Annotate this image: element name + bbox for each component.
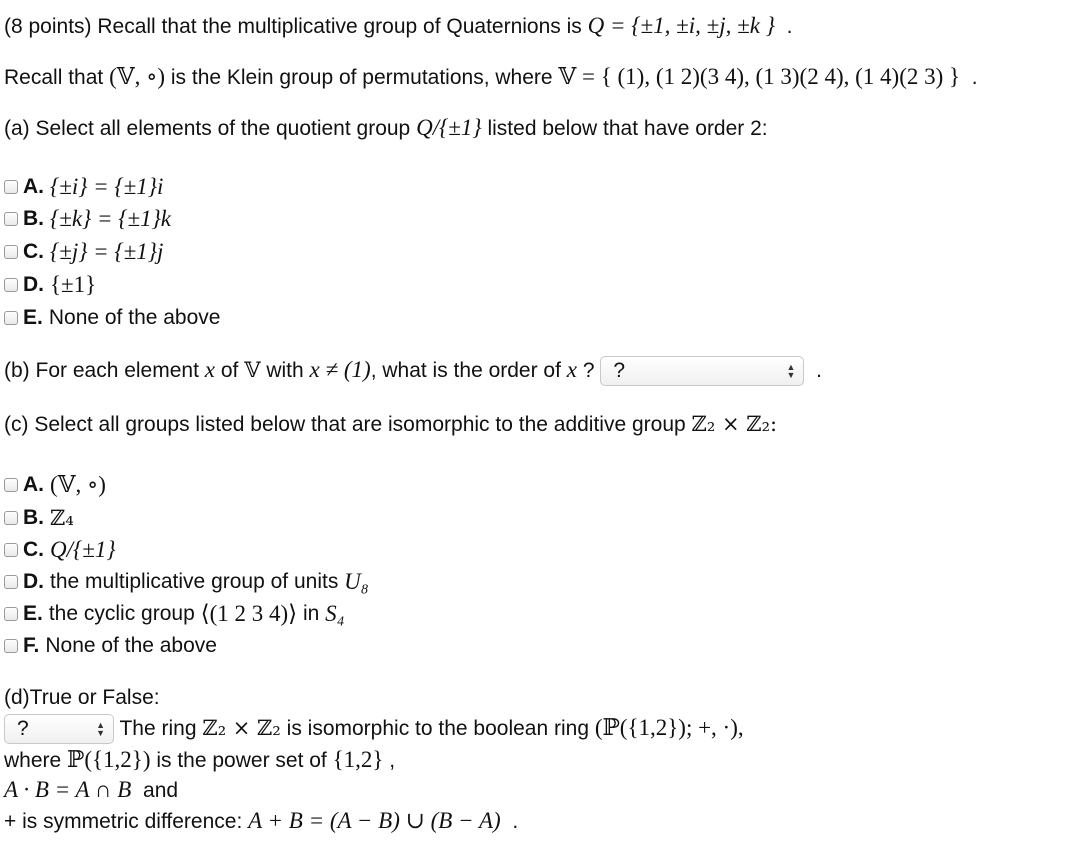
option-tail: in: [302, 602, 320, 625]
up-down-arrows-icon: ▲ ▼: [96, 720, 105, 739]
option-text: {±1}: [50, 272, 97, 297]
part-c-option-d[interactable]: [4, 567, 369, 597]
part-a-option-c[interactable]: [4, 237, 163, 267]
checkbox[interactable]: [4, 245, 18, 259]
option-letter: B.: [23, 506, 44, 529]
klein-group: (𝕍, ∘): [109, 64, 166, 89]
part-c-question: [4, 410, 777, 439]
option-text: {±i} = {±1}i: [50, 174, 164, 199]
option-letter: A.: [23, 473, 44, 496]
order-select[interactable]: [600, 356, 804, 386]
option-text: (𝕍, ∘): [50, 472, 106, 497]
option-text: {±j} = {±1}j: [50, 239, 164, 264]
part-c-option-f[interactable]: [4, 631, 217, 661]
power-set: ℙ({1,2}): [67, 747, 151, 772]
checkbox[interactable]: [4, 180, 18, 194]
option-letter: A.: [23, 175, 44, 198]
part-a-option-d[interactable]: [4, 270, 96, 300]
part-c-option-b[interactable]: [4, 503, 74, 533]
part-d-title: (d)True or False:: [4, 686, 160, 709]
part-a-question: [4, 114, 768, 143]
select-value: ?: [17, 717, 29, 741]
ring-z2xz2: ℤ₂ × ℤ₂: [202, 716, 281, 740]
var-x: x: [566, 357, 578, 382]
comma: ,: [389, 749, 396, 772]
option-letter: C.: [23, 538, 44, 561]
option-math: ⟨(1 2 3 4)⟩: [200, 601, 298, 626]
option-letter: D.: [23, 273, 44, 296]
option-text: None of the above: [45, 634, 217, 657]
mult-definition: A · B = A ∩ B: [4, 777, 132, 802]
true-false-select[interactable]: [4, 714, 114, 744]
checkbox[interactable]: [4, 311, 18, 325]
option-text: ℤ₄: [50, 506, 74, 530]
part-b-prefix: (b) For each element: [4, 359, 199, 382]
option-tail-math: S₄: [325, 601, 345, 626]
set-12: {1,2}: [332, 747, 384, 772]
period: .: [512, 810, 519, 833]
boolean-ring: (ℙ({1,2}); +, ·),: [594, 715, 744, 740]
klein-statement: Recall that (𝕍, ∘) is the Klein group of permutations, where 𝕍 = { (1), (1 2)(3 4), (1 3)(2 4), (1 4)(2 3) } .: [4, 64, 978, 89]
part-a-suffix: listed below that have order 2:: [487, 117, 768, 140]
checkbox[interactable]: [4, 543, 18, 557]
part-c-option-c[interactable]: [4, 535, 116, 565]
option-text: None of the above: [48, 306, 221, 329]
option-math: U₈: [344, 569, 369, 594]
option-letter: E.: [23, 306, 43, 329]
part-a-option-a[interactable]: [4, 172, 163, 202]
var-x: x: [204, 357, 215, 382]
part-a-prefix: (a) Select all elements of the quotient group: [4, 117, 411, 140]
part-a-quotient: Q/{±1}: [416, 115, 482, 140]
option-letter: F.: [23, 634, 40, 657]
part-d-sym: [4, 807, 518, 836]
part-a-option-e[interactable]: [4, 303, 220, 333]
klein-symbol: 𝕍: [244, 358, 261, 382]
and-label: and: [143, 779, 179, 802]
part-b-condition: x ≠ (1): [309, 357, 371, 382]
part-d-statement: [4, 712, 744, 745]
part-c-group: ℤ₂ × ℤ₂:: [691, 412, 778, 436]
quaternion-definition: Q = {±1, ±i, ±j, ±k }: [587, 13, 775, 38]
part-d-mult: [4, 776, 178, 805]
part-c-option-a[interactable]: [4, 470, 106, 500]
option-letter: E.: [23, 602, 43, 625]
klein-middle: is the Klein group of permutations, where: [170, 66, 553, 89]
sym-diff-definition: A + B = (A − B) ∪ (B − A): [248, 808, 501, 833]
question-mark: ?: [582, 359, 595, 382]
checkbox[interactable]: [4, 478, 18, 492]
option-text: the cyclic group: [48, 602, 195, 625]
option-letter: B.: [23, 207, 44, 230]
klein-set: 𝕍 = { (1), (1 2)(3 4), (1 3)(2 4), (1 4)(2 3) }: [558, 64, 961, 89]
part-b-question: (b) For each element x of 𝕍 with x ≠ (1), what is the order of x ? ? ▲ ▼ .: [4, 354, 822, 387]
part-b-with: with: [266, 359, 304, 382]
problem-statement: (8 points) Recall that the multiplicative group of Quaternions is Q = {±1, ±i, ±j, ±k } .: [4, 13, 793, 38]
checkbox[interactable]: [4, 511, 18, 525]
statement-prefix: The ring: [119, 717, 197, 740]
part-b-what: , what is the order of: [370, 359, 561, 382]
points-label: (8 points) Recall that the multiplicative group of Quaternions is: [4, 15, 582, 38]
checkbox[interactable]: [4, 575, 18, 589]
where-label: where: [4, 749, 62, 772]
klein-prefix: Recall that: [4, 66, 104, 89]
part-c-option-e[interactable]: [4, 599, 345, 629]
part-d-where: [4, 746, 395, 775]
statement-middle: is isomorphic to the boolean ring: [286, 717, 589, 740]
option-text: Q/{±1}: [50, 537, 116, 562]
option-text: the multiplicative group of units: [50, 570, 339, 593]
checkbox[interactable]: [4, 607, 18, 621]
part-a-option-b[interactable]: [4, 204, 171, 234]
checkbox[interactable]: [4, 212, 18, 226]
checkbox[interactable]: [4, 278, 18, 292]
checkbox[interactable]: [4, 639, 18, 653]
select-value: ?: [613, 359, 626, 383]
option-letter: C.: [23, 240, 44, 263]
sym-diff-text: is symmetric difference:: [22, 810, 243, 833]
part-b-of: of: [220, 359, 239, 382]
plus-symbol: +: [4, 810, 17, 833]
option-letter: D.: [23, 570, 44, 593]
part-c-text: (c) Select all groups listed below that are isomorphic to the additive group: [4, 413, 686, 436]
option-text: {±k} = {±1}k: [50, 206, 171, 231]
is-power-set: is the power set of: [156, 749, 327, 772]
up-down-arrows-icon: ▲ ▼: [786, 362, 796, 381]
